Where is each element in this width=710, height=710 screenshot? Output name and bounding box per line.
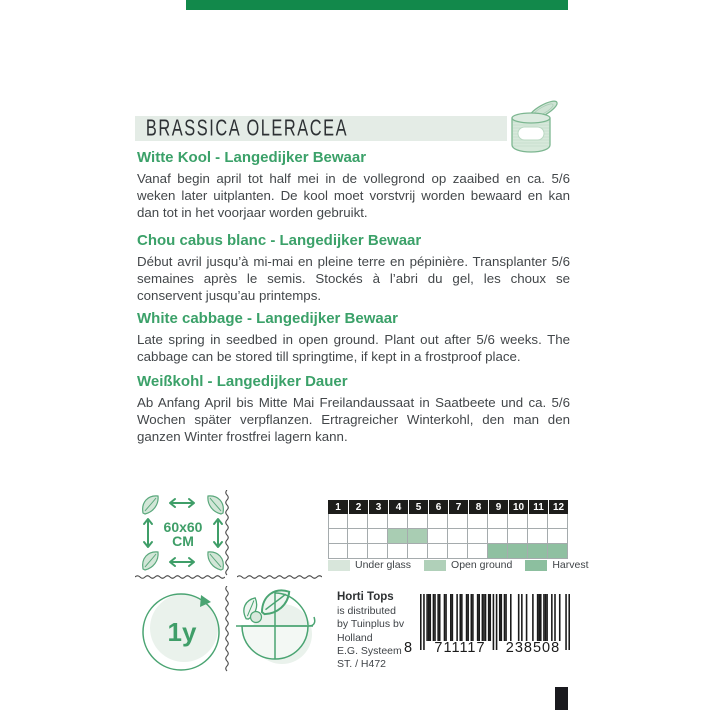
calendar-month-11: 11 — [528, 500, 548, 514]
calendar-cell-under-glass-m1 — [328, 514, 348, 529]
calendar-month-10: 10 — [508, 500, 528, 514]
divider-squiggle-vertical-top — [224, 490, 230, 576]
legend-swatch — [328, 560, 350, 571]
section-heading-fr: Chou cabus blanc - Langedijker Bewaar — [137, 232, 422, 249]
calendar-month-8: 8 — [468, 500, 488, 514]
calendar-cell-harvest-m9 — [488, 544, 508, 559]
section-body-fr: Début avril jusqu’à mi-mai en pleine terre en pépinière. Transplanter 5/6 semaines après le semis. Stockés à l’abri du gel, les choux se conservent jusqu’au printemps. — [137, 254, 570, 304]
species-title-strip — [135, 116, 507, 141]
calendar-cell-open-ground-m3 — [368, 529, 388, 544]
calendar-cell-harvest-m8 — [468, 544, 488, 559]
divider-squiggle-horizontal-left — [135, 574, 225, 581]
distributor-line: by Tuinplus bv — [337, 618, 405, 631]
calendar-cell-harvest-m10 — [508, 544, 528, 559]
salad-bowl-icon — [234, 584, 318, 672]
calendar-cell-open-ground-m10 — [508, 529, 528, 544]
section-german — [137, 373, 570, 446]
calendar-cell-open-ground-m2 — [348, 529, 368, 544]
section-heading-nl: Witte Kool - Langedijker Bewaar — [137, 149, 367, 166]
sowing-calendar — [328, 500, 568, 559]
calendar-cell-harvest-m7 — [448, 544, 468, 559]
calendar-cell-harvest-m6 — [428, 544, 448, 559]
distributor-line: ST. / H472 — [337, 658, 387, 671]
section-english — [137, 310, 570, 365]
legend-label: Harvest — [552, 559, 589, 571]
spacing-dimensions-label: 60x60 — [163, 519, 203, 535]
legend-harvest — [525, 559, 588, 571]
legend-label: Under glass — [355, 559, 412, 571]
calendar-month-3: 3 — [368, 500, 388, 514]
barcode-digits — [404, 640, 570, 660]
calendar-cell-open-ground-m1 — [328, 529, 348, 544]
divider-squiggle-horizontal-right — [237, 574, 322, 581]
spacing-unit-label: CM — [172, 533, 194, 549]
distributor-lines — [337, 605, 404, 671]
calendar-cell-harvest-m3 — [368, 544, 388, 559]
calendar-cell-harvest-m2 — [348, 544, 368, 559]
barcode-digit-prefix: 8 — [404, 640, 414, 656]
ean-barcode — [404, 594, 570, 664]
calendar-cell-under-glass-m7 — [448, 514, 468, 529]
legend-label: Open ground — [451, 559, 513, 571]
calendar-cell-under-glass-m6 — [428, 514, 448, 529]
section-body-nl: Vanaf begin april tot half mei in de vollegrond op zaaibed en ca. 5/6 weken later uitplanten. De kool moet vorstvrij worden bewaard en kan dan tot in het voorjaar worden gebruikt. — [137, 171, 570, 221]
distributor-line: is distributed — [337, 605, 396, 618]
calendar-cell-open-ground-m4 — [388, 529, 408, 544]
calendar-cell-harvest-m12 — [548, 544, 568, 559]
calendar-cell-open-ground-m8 — [468, 529, 488, 544]
calendar-cell-open-ground-m9 — [488, 529, 508, 544]
calendar-month-6: 6 — [428, 500, 448, 514]
section-french — [137, 232, 570, 305]
plant-spacing-icon — [138, 492, 228, 574]
calendar-cell-open-ground-m11 — [528, 529, 548, 544]
calendar-month-2: 2 — [348, 500, 368, 514]
calendar-cell-harvest-m11 — [528, 544, 548, 559]
legend-swatch — [525, 560, 547, 571]
calendar-cell-harvest-m4 — [388, 544, 408, 559]
distributor-info — [337, 591, 404, 671]
calendar-cell-under-glass-m11 — [528, 514, 548, 529]
brand-color-bar — [186, 0, 568, 10]
legend-open-ground — [424, 559, 512, 571]
legend-under-glass — [328, 559, 411, 571]
distributor-line: E.G. Systeem — [337, 644, 402, 657]
calendar-cell-open-ground-m12 — [548, 529, 568, 544]
calendar-cell-under-glass-m9 — [488, 514, 508, 529]
calendar-month-9: 9 — [488, 500, 508, 514]
section-body-en: Late spring in seedbed in open ground. Plant out after 5/6 weeks. The cabbage can be stored till springtime, if kept in a frostproof place. — [137, 332, 570, 365]
calendar-cell-harvest-m1 — [328, 544, 348, 559]
calendar-cell-under-glass-m2 — [348, 514, 368, 529]
barcode-digit-group1: 711117 — [434, 640, 486, 656]
calendar-cell-under-glass-m4 — [388, 514, 408, 529]
calendar-month-5: 5 — [408, 500, 428, 514]
calendar-month-4: 4 — [388, 500, 408, 514]
species-title: BRASSICA OLERACEA — [145, 115, 349, 141]
section-dutch — [137, 149, 570, 222]
calendar-month-7: 7 — [448, 500, 468, 514]
calendar-cell-under-glass-m3 — [368, 514, 388, 529]
calendar-cell-open-ground-m5 — [408, 529, 428, 544]
calendar-cell-under-glass-m5 — [408, 514, 428, 529]
calendar-cell-under-glass-m12 — [548, 514, 568, 529]
distributor-name: Horti Tops — [337, 591, 394, 603]
calendar-cell-open-ground-m7 — [448, 529, 468, 544]
print-registration-mark — [555, 687, 568, 710]
distributor-line: Holland — [337, 631, 373, 644]
section-heading-en: White cabbage - Langedijker Bewaar — [137, 310, 398, 327]
calendar-cell-under-glass-m10 — [508, 514, 528, 529]
calendar-legend — [328, 559, 589, 571]
section-body-de: Ab Anfang April bis Mitte Mai Freilandaussaat in Saatbeete und ca. 5/6 Wochen später verpflanzen. Ertragreicher Winterkohl, den man den ganzen Winter frostfrei lagern kann. — [137, 395, 570, 445]
shelf-life-label: 1y — [167, 616, 197, 647]
calendar-cell-under-glass-m8 — [468, 514, 488, 529]
section-heading-de: Weißkohl - Langedijker Dauer — [137, 373, 348, 390]
calendar-cell-open-ground-m6 — [428, 529, 448, 544]
calendar-month-1: 1 — [328, 500, 348, 514]
calendar-cell-harvest-m5 — [408, 544, 428, 559]
calendar-month-12: 12 — [548, 500, 568, 514]
barcode-digit-group2: 238508 — [505, 640, 561, 656]
shelf-life-icon — [138, 588, 222, 672]
legend-swatch — [424, 560, 446, 571]
